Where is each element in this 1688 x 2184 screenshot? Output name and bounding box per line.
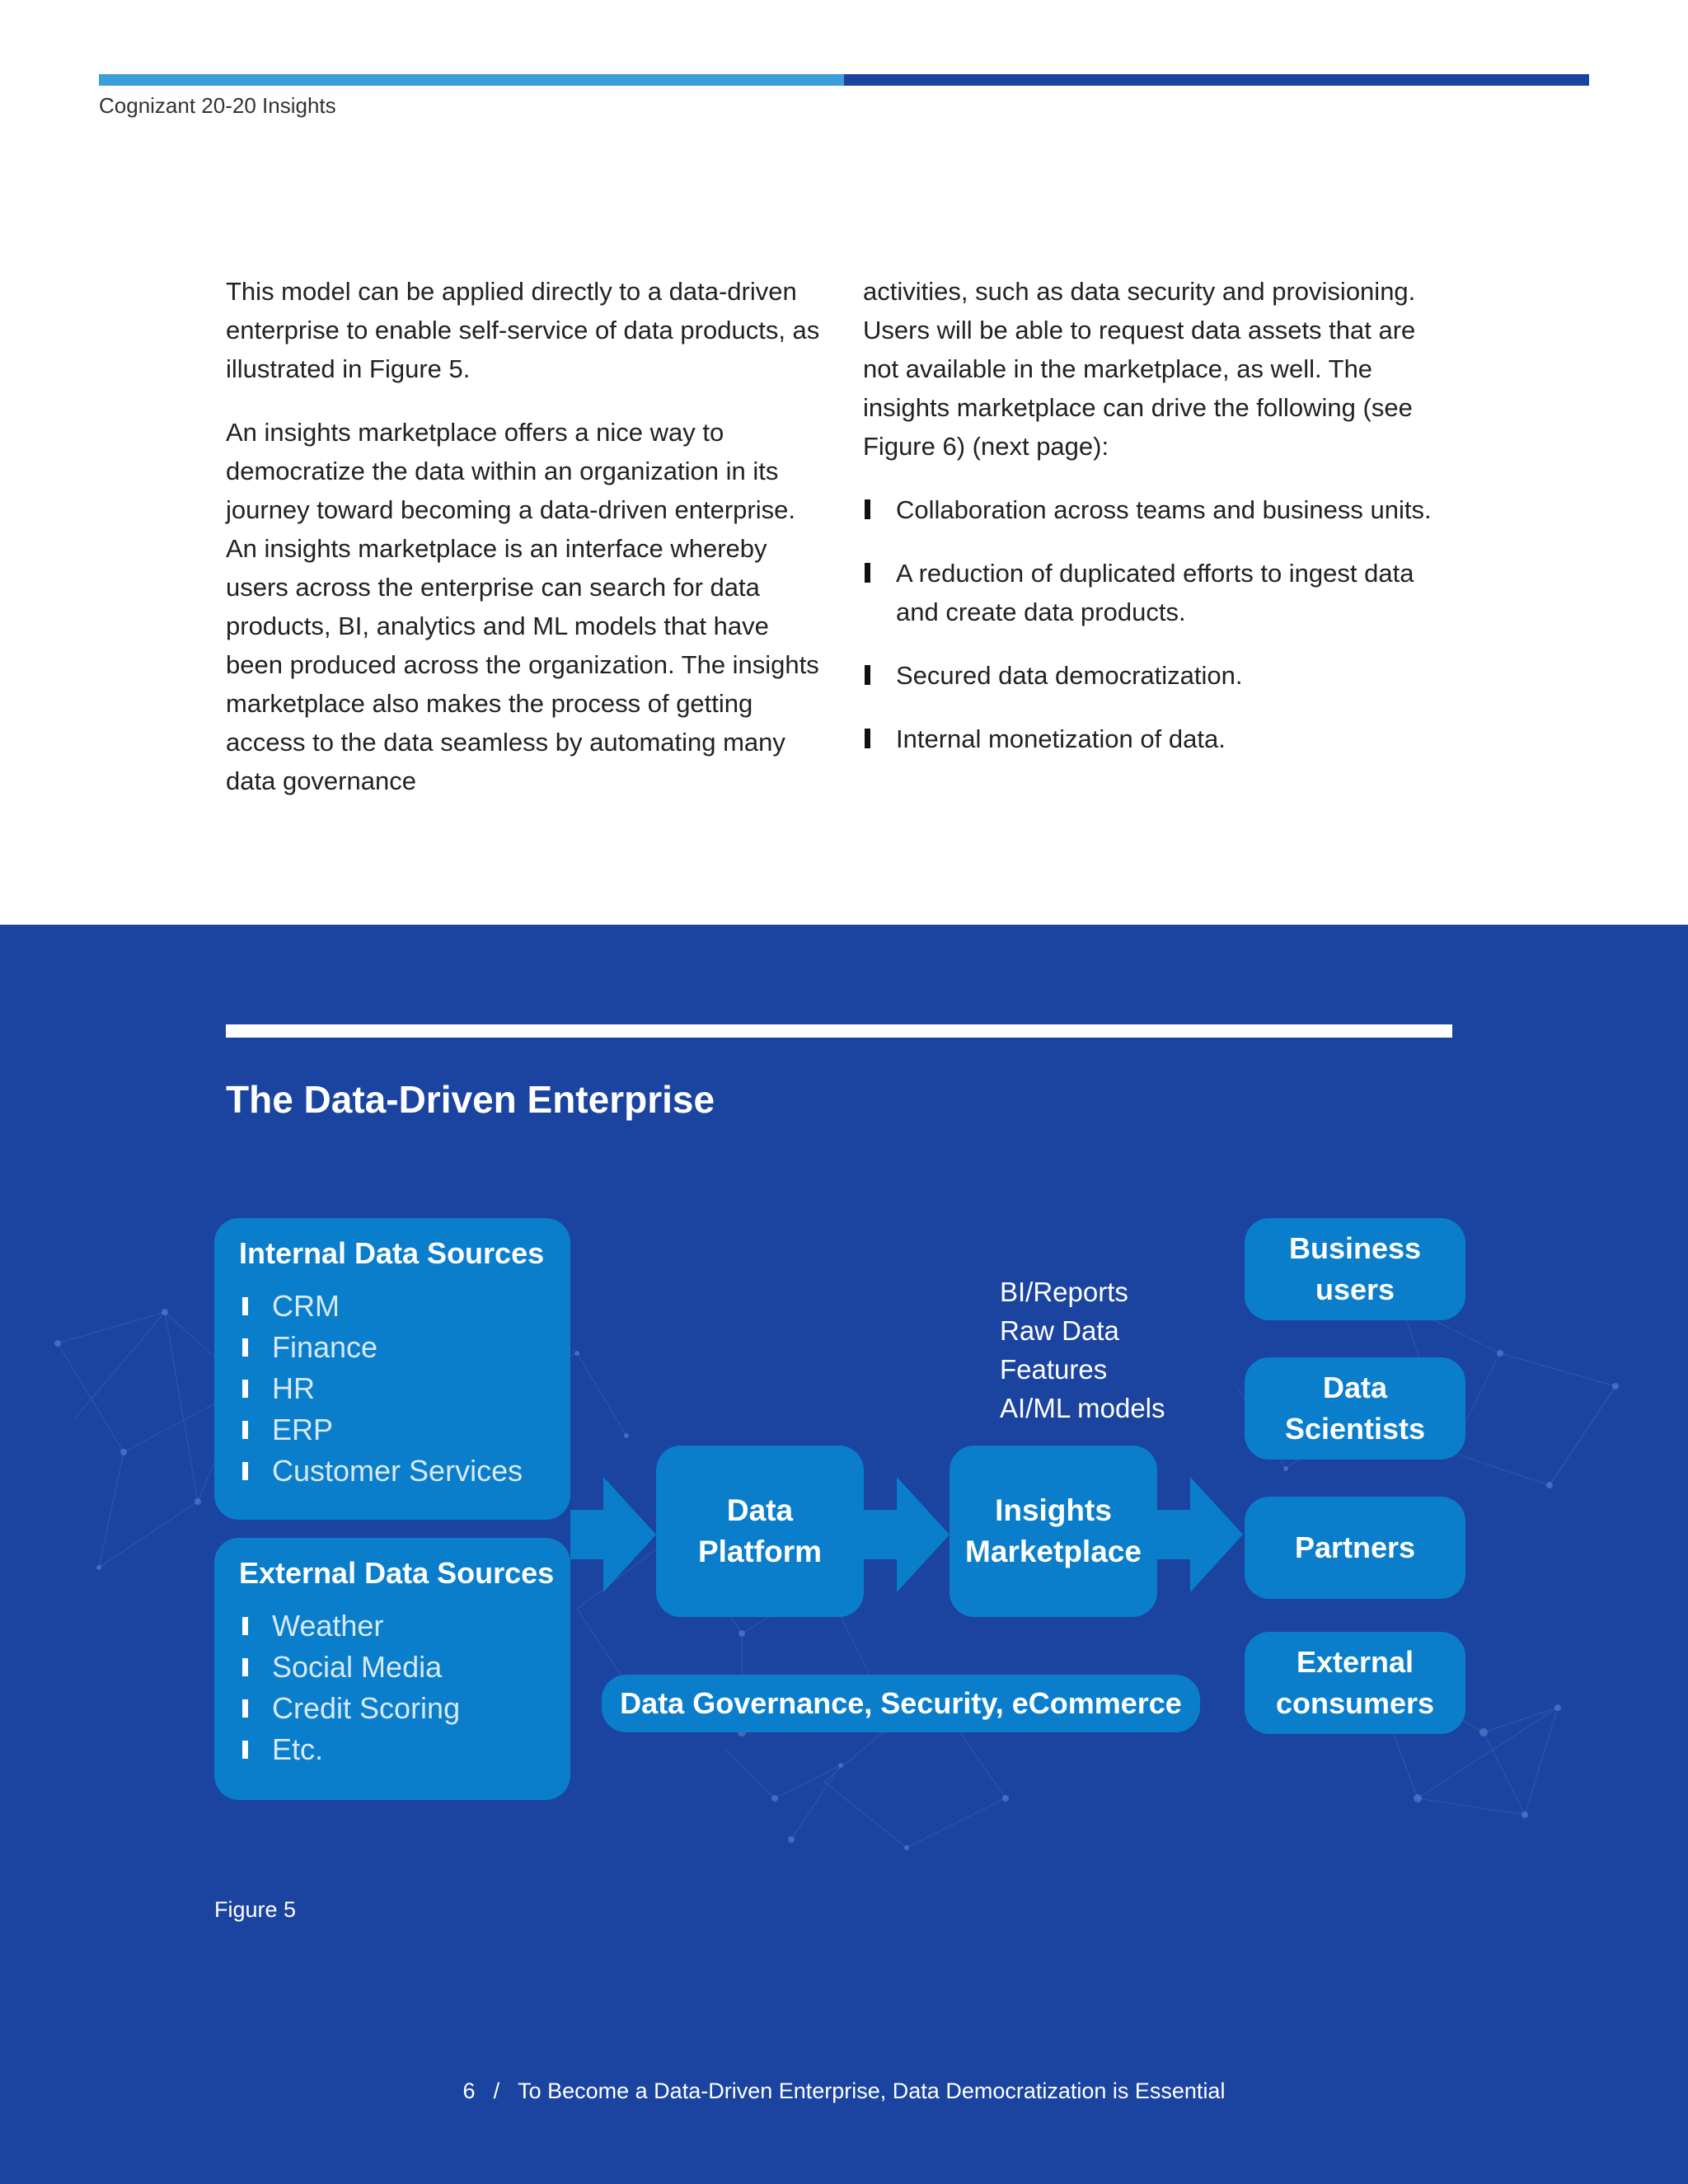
node-label: External (1296, 1645, 1414, 1679)
output-item: Features (1000, 1354, 1108, 1385)
paragraph: This model can be applied directly to a data-driven enterprise to enable self-service of data products, as illustrated in Figure 5. (226, 277, 820, 383)
bullet-bar-icon (242, 1617, 248, 1635)
list-item: Secured data democratization. (863, 656, 1456, 695)
list-item: Weather (239, 1605, 570, 1647)
figure-rule (226, 1024, 1452, 1038)
header-bar-dark (844, 74, 1589, 86)
page-number: 6 (462, 2079, 476, 2103)
node-label: Data (1322, 1371, 1387, 1404)
list-item: Credit Scoring (239, 1688, 570, 1729)
arrow-right-icon (864, 1477, 950, 1592)
list-item: HR (239, 1368, 570, 1409)
list-item: Finance (239, 1327, 570, 1368)
benefits-list (863, 490, 1456, 758)
bullet-bar-icon (865, 499, 870, 519)
consumer-external-consumers (1245, 1632, 1465, 1734)
list-item: Social Media (239, 1647, 570, 1688)
bullet-bar-icon (242, 1421, 248, 1439)
bullet-bar-icon (242, 1297, 248, 1315)
list-item: CRM (239, 1286, 570, 1327)
node-label: Insights (995, 1493, 1112, 1527)
footer-separator: / (493, 2079, 500, 2103)
insights-marketplace-box (950, 1446, 1157, 1617)
arrow-right-icon (570, 1477, 656, 1592)
external-data-sources-box (214, 1538, 570, 1800)
external-sources-title: External Data Sources (239, 1556, 555, 1590)
document-title: To Become a Data-Driven Enterprise, Data Democratization is Essential (518, 2079, 1226, 2103)
internal-sources-title: Internal Data Sources (239, 1236, 545, 1270)
node-label: Business (1288, 1231, 1422, 1265)
internal-data-sources-box (214, 1218, 570, 1520)
bullet-bar-icon (242, 1338, 248, 1357)
figure-panel (0, 925, 1688, 2184)
consumer-business-users (1245, 1218, 1465, 1320)
node-label: Scientists (1284, 1412, 1426, 1446)
list-item: Customer Services (239, 1451, 570, 1492)
bullet-bar-icon (865, 729, 870, 748)
list-item: ERP (239, 1409, 570, 1451)
node-label: Platform (697, 1535, 823, 1568)
governance-label: Data Governance, Security, eCommerce (620, 1686, 1182, 1720)
node-label: Data (726, 1493, 794, 1527)
governance-bar (602, 1675, 1200, 1732)
header-color-bar (99, 74, 1589, 86)
bullet-bar-icon (242, 1699, 248, 1718)
node-label: Marketplace (965, 1535, 1142, 1568)
data-platform-box (656, 1446, 864, 1617)
node-label: consumers (1275, 1686, 1435, 1720)
list-item: Collaboration across teams and business units. (863, 490, 1456, 529)
consumer-partners (1245, 1497, 1465, 1599)
consumer-data-scientists (1245, 1357, 1465, 1460)
publication-label: Cognizant 20-20 Insights (99, 93, 336, 118)
output-item: BI/Reports (1000, 1277, 1128, 1307)
figure-caption: Figure 5 (214, 1897, 297, 1922)
right-column (863, 272, 1456, 783)
paragraph: An insights marketplace offers a nice way to democratize the data within an organization in its journey toward becoming a data-driven enterprise. An insights marketplace is an interface whereby users across the enterprise can search for data products, BI, analytics and ML models that have been produced across the organization. The insights marketplace also makes the process of getting access to the data seamless by automating many data governance (226, 418, 819, 795)
arrow-right-icon (1157, 1477, 1243, 1592)
bullet-bar-icon (865, 563, 870, 583)
bullet-bar-icon (865, 665, 870, 685)
paragraph: activities, such as data security and provisioning. Users will be able to request data assets that are not available in the marketplace, as well. The insights marketplace can drive the following (see Figure 6) (next page): (863, 277, 1416, 461)
bullet-bar-icon (242, 1380, 248, 1398)
left-column (226, 272, 832, 825)
list-item: Etc. (239, 1729, 570, 1770)
node-label: Partners (1294, 1530, 1416, 1564)
figure-title: The Data-Driven Enterprise (226, 1078, 715, 1121)
marketplace-outputs (1000, 1272, 1165, 1427)
bullet-bar-icon (242, 1741, 248, 1759)
list-item: Internal monetization of data. (863, 719, 1456, 758)
bullet-bar-icon (242, 1462, 248, 1480)
node-label: users (1315, 1272, 1395, 1306)
page-footer (0, 2079, 1688, 2104)
header-bar-light (99, 74, 844, 86)
output-item: Raw Data (1000, 1315, 1119, 1346)
bullet-bar-icon (242, 1658, 248, 1676)
internal-sources-list (214, 1286, 570, 1492)
output-item: AI/ML models (1000, 1393, 1165, 1423)
list-item: A reduction of duplicated efforts to ingest data and create data products. (863, 554, 1456, 631)
external-sources-list (214, 1605, 570, 1770)
